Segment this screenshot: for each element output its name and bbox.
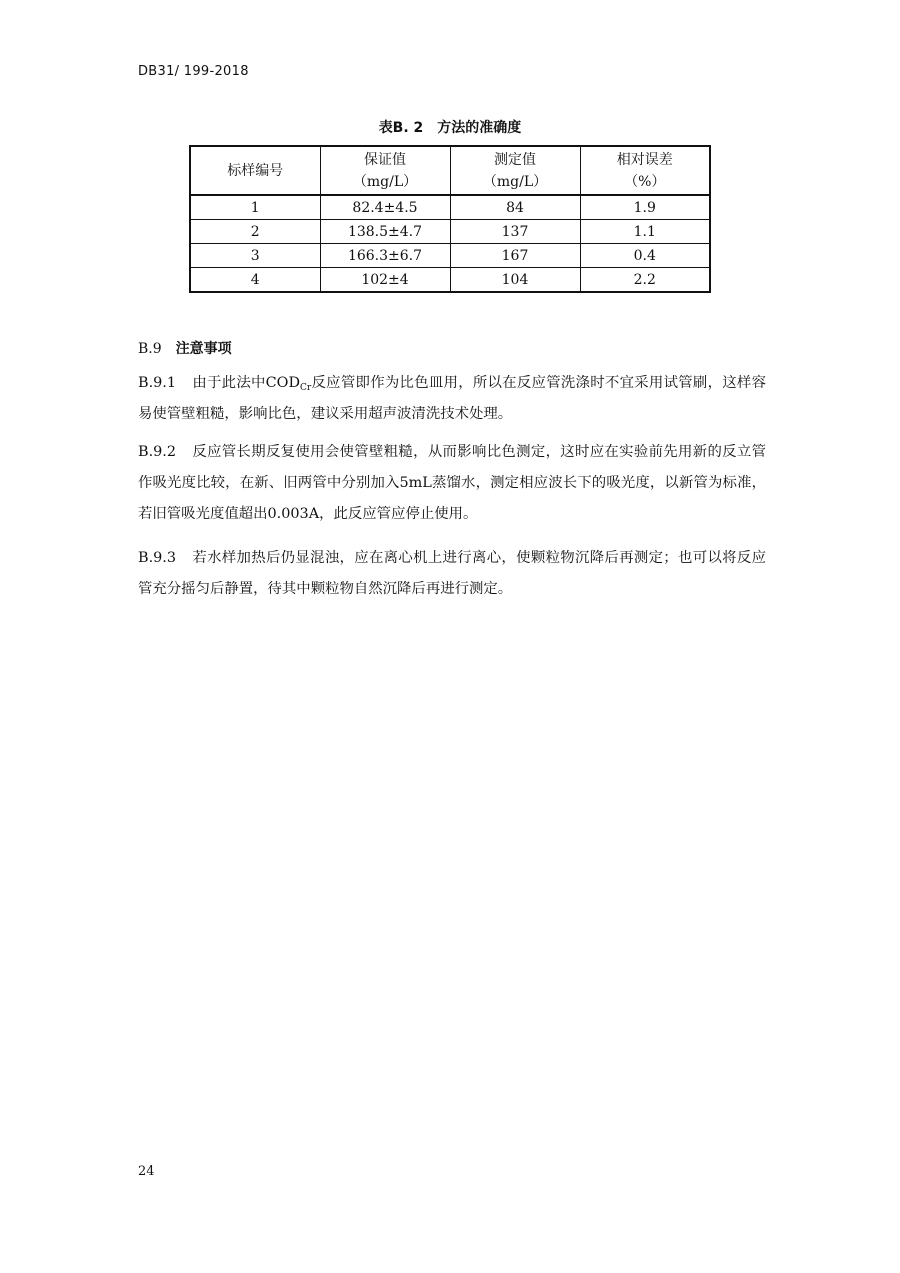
- cell-relative-error: 1.9: [580, 195, 710, 220]
- table-row: [190, 244, 710, 268]
- paragraph-b-9-1: [138, 368, 766, 430]
- cell-measured-value: 104: [450, 268, 580, 293]
- cell-measured-value: 167: [450, 244, 580, 268]
- table-row: [190, 268, 710, 293]
- cell-relative-error: 1.1: [580, 220, 710, 244]
- cell-sample-id: 3: [190, 244, 320, 268]
- cell-certified-value: 138.5±4.7: [320, 220, 450, 244]
- cell-certified-value: 102±4: [320, 268, 450, 293]
- header-measured-value: 测定值 （mg/L）: [450, 146, 580, 195]
- paragraph-text: 若水样加热后仍显混浊，应在离心机上进行离心，使颗粒物沉降后再测定；也可以将反应管充分摇匀后静置，待其中颗粒物自然沉降后再进行测定。: [138, 550, 766, 597]
- table-row: [190, 220, 710, 244]
- paragraph-number: B.9.3: [138, 550, 177, 566]
- cell-sample-id: 4: [190, 268, 320, 293]
- cell-sample-id: 1: [190, 195, 320, 220]
- table-caption: [0, 117, 900, 137]
- paragraph-number: B.9.2: [138, 444, 177, 460]
- table-caption-title: 方法的准确度: [437, 120, 522, 136]
- header-relative-error: 相对误差 （%）: [580, 146, 710, 195]
- cell-sample-id: 2: [190, 220, 320, 244]
- paragraph-b-9-2: [138, 437, 766, 530]
- paragraph-text-part: 由于此法中COD: [192, 375, 301, 391]
- paragraph-b-9-3: [138, 543, 766, 605]
- table-header-row: [190, 146, 710, 195]
- cell-certified-value: 166.3±6.7: [320, 244, 450, 268]
- section-title: 注意事项: [175, 341, 232, 357]
- accuracy-table: [189, 145, 711, 293]
- table-caption-number: 表B. 2: [378, 120, 424, 136]
- section-heading: [138, 338, 232, 358]
- cell-measured-value: 137: [450, 220, 580, 244]
- paragraph-text: 反应管长期反复使用会使管壁粗糙，从而影响比色测定，这时应在实验前先用新的反立管作吸光度比较，在新、旧两管中分别加入5mL蒸馏水，测定相应波长下的吸光度，以新管为标准，若旧管吸光度值超出0.003A，此反应管应停止使用。: [138, 444, 766, 522]
- paragraph-text-part: 反应管即作为比色皿用，所以在反应管洗涤时不宜采用试管刷，这样容易使管壁粗糙，影响比色，建议采用超声波清洗技术处理。: [138, 375, 766, 422]
- page-number: 24: [138, 1164, 155, 1179]
- document-code: DB31/ 199-2018: [138, 64, 249, 79]
- cell-certified-value: 82.4±4.5: [320, 195, 450, 220]
- table-row: [190, 195, 710, 220]
- header-sample-id: 标样编号: [190, 146, 320, 195]
- cell-relative-error: 2.2: [580, 268, 710, 293]
- section-number: B.9: [138, 341, 162, 357]
- paragraph-number: B.9.1: [138, 375, 177, 391]
- cell-relative-error: 0.4: [580, 244, 710, 268]
- cell-measured-value: 84: [450, 195, 580, 220]
- subscript-cr: Cr: [300, 383, 312, 393]
- header-certified-value: 保证值 （mg/L）: [320, 146, 450, 195]
